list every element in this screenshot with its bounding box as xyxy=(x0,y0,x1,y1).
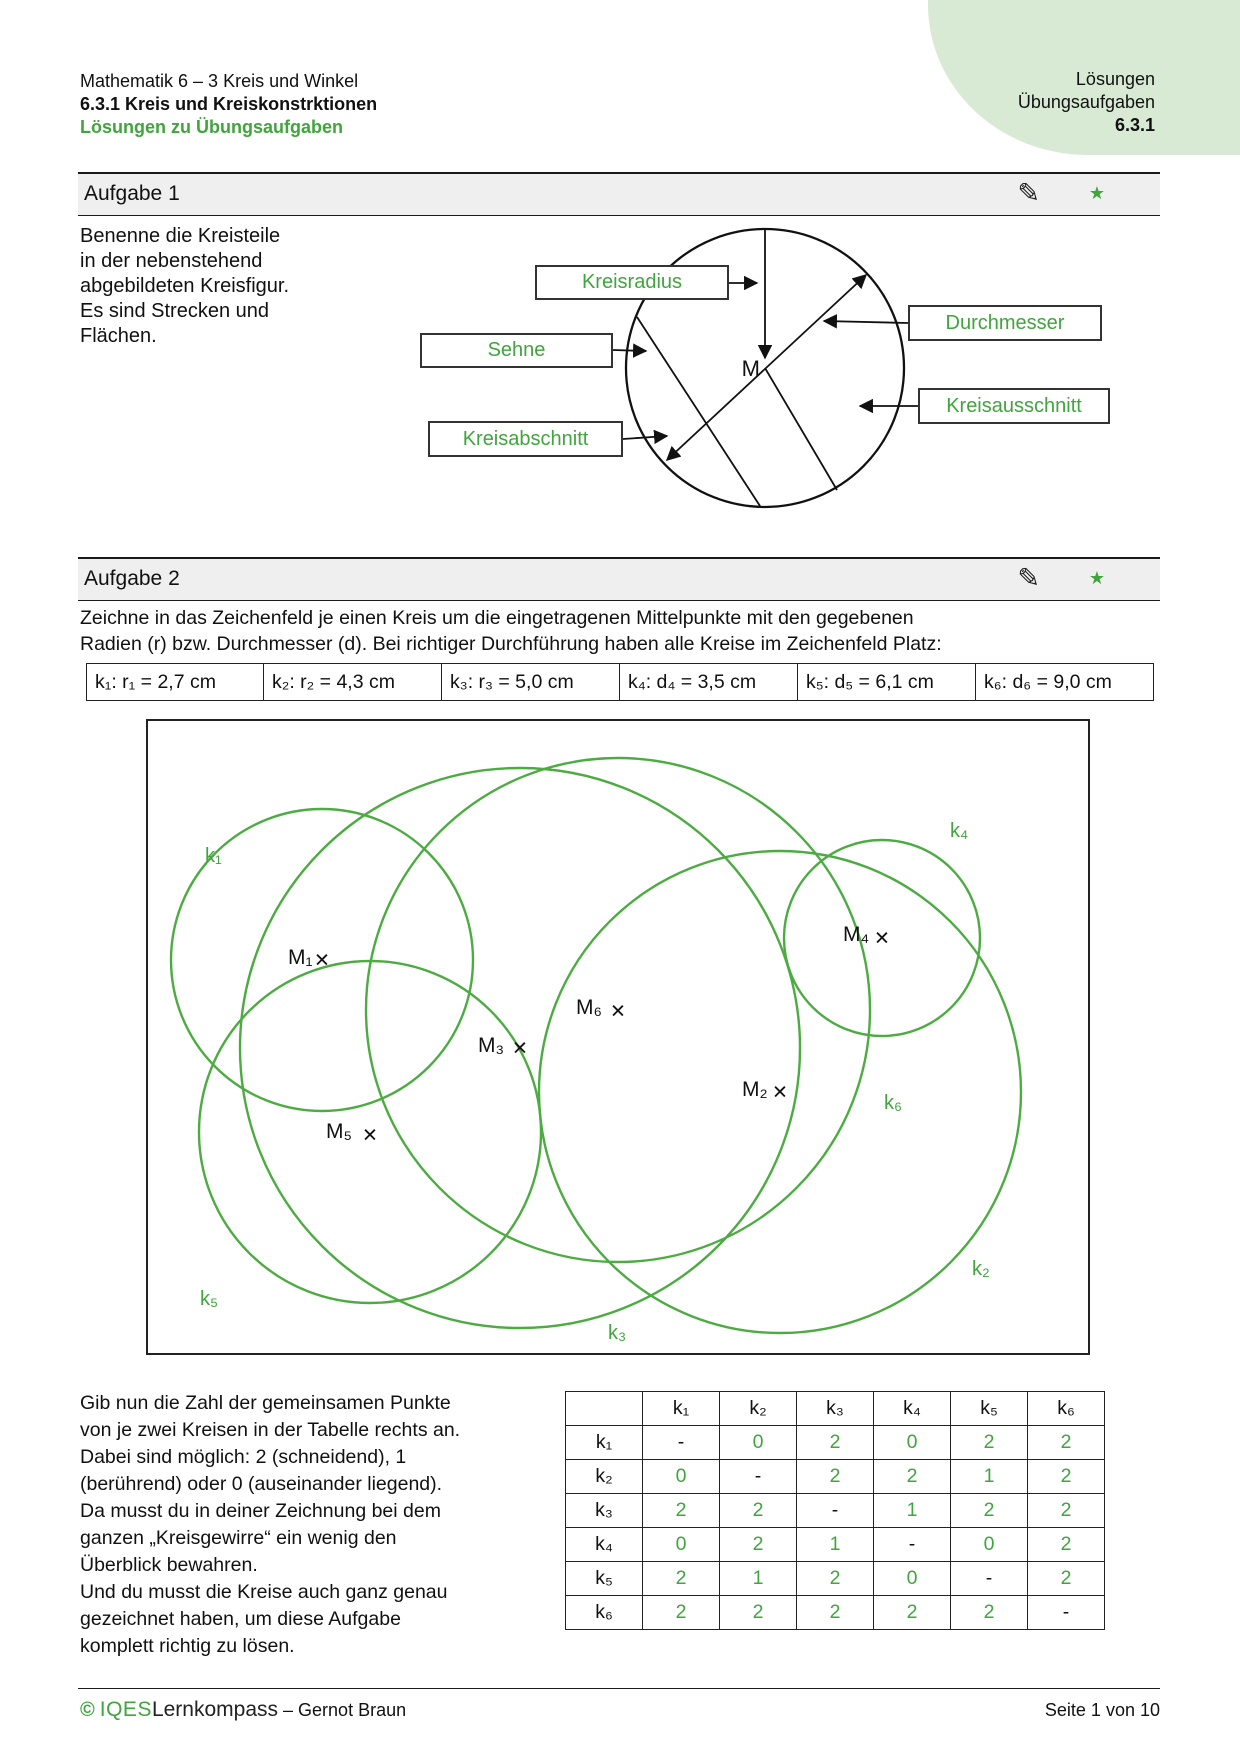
radii-cell-k1: k₁: r₁ = 2,7 cm xyxy=(86,663,264,701)
radii-cell-k4: k₄: d₄ = 3,5 cm xyxy=(620,663,798,701)
m6-label: M₆ xyxy=(576,996,602,1019)
task1-text-line: Flächen. xyxy=(80,325,157,347)
radii-cell-k3: k₃: r₃ = 5,0 cm xyxy=(442,663,620,701)
table-row xyxy=(566,1426,1105,1460)
cell-k4k4: - xyxy=(874,1528,951,1562)
intersection-table xyxy=(565,1391,1105,1630)
copyright-icon: © xyxy=(80,1699,95,1721)
label-kreisabschnitt: Kreisabschnitt xyxy=(428,421,623,457)
star-icon: ★ xyxy=(1088,183,1105,203)
footer-brand xyxy=(80,1698,406,1722)
task2-header-bar xyxy=(78,557,1160,601)
radii-cell-k6: k₆: d₆ = 9,0 cm xyxy=(976,663,1154,701)
row-header: k₁ xyxy=(566,1426,643,1460)
radii-cell-k5: k₅: d₅ = 6,1 cm xyxy=(798,663,976,701)
table-row xyxy=(566,1528,1105,1562)
cell-k6k4: 2 xyxy=(874,1596,951,1630)
col-header: k₁ xyxy=(643,1392,720,1426)
row-header: k₄ xyxy=(566,1528,643,1562)
row-header: k₂ xyxy=(566,1460,643,1494)
banner-line1: Lösungen xyxy=(1075,69,1155,89)
cell-k1k6: 2 xyxy=(1028,1426,1105,1460)
cell-k2k3: 2 xyxy=(797,1460,874,1494)
brand-iqes: IQES xyxy=(99,1698,152,1721)
cell-k1k1: - xyxy=(643,1426,720,1460)
m6-marker: ✕ xyxy=(610,1001,626,1023)
header-chapter: 6.3.1 Kreis und Kreiskonstrktionen xyxy=(80,94,378,114)
cell-k5k6: 2 xyxy=(1028,1562,1105,1596)
cell-k2k5: 1 xyxy=(951,1460,1028,1494)
solution-text-line: Überblick bewahren. xyxy=(80,1554,258,1576)
m2-marker: ✕ xyxy=(772,1082,788,1104)
k3-label: k₃ xyxy=(608,1322,627,1344)
radii-table xyxy=(86,663,1154,701)
solution-text-line: von je zwei Kreisen in der Tabelle rechts an. xyxy=(80,1419,461,1441)
m5-marker: ✕ xyxy=(362,1125,378,1147)
cell-k2k6: 2 xyxy=(1028,1460,1105,1494)
radii-cell-k2: k₂: r₂ = 4,3 cm xyxy=(264,663,442,701)
m2-label: M₂ xyxy=(742,1078,768,1101)
cell-k5k2: 1 xyxy=(720,1562,797,1596)
cell-k6k1: 2 xyxy=(643,1596,720,1630)
cell-k5k4: 0 xyxy=(874,1562,951,1596)
k4-label: k₄ xyxy=(950,820,969,842)
corner-banner xyxy=(928,0,1240,155)
task1-text-line: in der nebenstehend xyxy=(80,250,263,272)
cell-k4k2: 2 xyxy=(720,1528,797,1562)
solution-text-line: Da musst du in deiner Zeichnung bei dem xyxy=(80,1500,441,1522)
cell-k1k4: 0 xyxy=(874,1426,951,1460)
cell-k3k2: 2 xyxy=(720,1494,797,1528)
sehne-arrow xyxy=(613,350,646,351)
diameter-line xyxy=(667,275,866,460)
table-row xyxy=(566,1562,1105,1596)
k6-label: k₆ xyxy=(884,1092,903,1114)
m1-label: M₁ xyxy=(288,946,313,969)
cell-k3k3: - xyxy=(797,1494,874,1528)
banner-line2: Übungsaufgaben xyxy=(1017,92,1155,112)
chord-line xyxy=(637,317,760,506)
k1-label: k₁ xyxy=(205,845,222,867)
m3-label: M₃ xyxy=(478,1034,505,1057)
solution-text-line: Dabei sind möglich: 2 (schneidend), 1 xyxy=(80,1446,407,1468)
solution-text-line: gezeichnet haben, um diese Aufgabe xyxy=(80,1608,401,1630)
cell-k6k2: 2 xyxy=(720,1596,797,1630)
table-row xyxy=(566,1460,1105,1494)
brand-lernkompass: Lernkompass xyxy=(151,1698,279,1721)
solution-text-line: ganzen „Kreisgewirre“ ein wenig den xyxy=(80,1527,397,1549)
cell-k1k2: 0 xyxy=(720,1426,797,1460)
cell-k4k5: 0 xyxy=(951,1528,1028,1562)
col-header: k₆ xyxy=(1028,1392,1105,1426)
label-sehne: Sehne xyxy=(420,333,613,368)
m5-label: M₅ xyxy=(326,1120,352,1143)
task2-intro-line: Radien (r) bzw. Durchmesser (d). Bei richtiger Durchführung haben alle Kreise im Zeichenfeld Platz: xyxy=(80,633,942,655)
footer-author: – Gernot Braun xyxy=(283,1700,407,1720)
cell-k6k5: 2 xyxy=(951,1596,1028,1630)
m3-marker: ✕ xyxy=(512,1038,528,1060)
cell-k3k5: 2 xyxy=(951,1494,1028,1528)
solution-text-line: Und du musst die Kreise auch ganz genau xyxy=(80,1581,448,1603)
cell-k1k3: 2 xyxy=(797,1426,874,1460)
star-icon: ★ xyxy=(1088,568,1105,588)
sector-line xyxy=(765,368,837,490)
cell-k1k5: 2 xyxy=(951,1426,1028,1460)
row-header: k₅ xyxy=(566,1562,643,1596)
pencil-icon: ✎ xyxy=(1017,178,1040,208)
corner-cell xyxy=(566,1392,643,1426)
task2-intro-line: Zeichne in das Zeichenfeld je einen Kreis um die eingetragenen Mittelpunkte mit den gegebenen xyxy=(80,607,914,629)
cell-k4k6: 2 xyxy=(1028,1528,1105,1562)
cell-k2k4: 2 xyxy=(874,1460,951,1494)
col-header: k₂ xyxy=(720,1392,797,1426)
cell-k4k3: 1 xyxy=(797,1528,874,1562)
cell-k3k4: 1 xyxy=(874,1494,951,1528)
cell-k2k1: 0 xyxy=(643,1460,720,1494)
table-row xyxy=(566,1596,1105,1630)
table-row xyxy=(566,1392,1105,1426)
header-course: Mathematik 6 – 3 Kreis und Winkel xyxy=(80,71,359,91)
solution-text-line: komplett richtig zu lösen. xyxy=(80,1635,295,1657)
k5-label: k₅ xyxy=(200,1288,219,1310)
label-kreisradius: Kreisradius xyxy=(535,265,729,300)
task1-text-line: Es sind Strecken und xyxy=(80,300,269,322)
cell-k3k1: 2 xyxy=(643,1494,720,1528)
label-durchmesser: Durchmesser xyxy=(908,305,1102,341)
cell-k6k3: 2 xyxy=(797,1596,874,1630)
solution-text-line: (berührend) oder 0 (auseinander liegend). xyxy=(80,1473,443,1495)
cell-k5k1: 2 xyxy=(643,1562,720,1596)
cell-k4k1: 0 xyxy=(643,1528,720,1562)
cell-k3k6: 2 xyxy=(1028,1494,1105,1528)
cell-k5k3: 2 xyxy=(797,1562,874,1596)
label-kreisausschnitt: Kreisausschnitt xyxy=(918,388,1110,424)
task1-text-line: Benenne die Kreisteile xyxy=(80,225,281,247)
header-subtitle: Lösungen zu Übungsaufgaben xyxy=(80,117,343,137)
cell-k6k6: - xyxy=(1028,1596,1105,1630)
m1-marker: ✕ xyxy=(314,950,330,972)
cell-k5k5: - xyxy=(951,1562,1028,1596)
row-header: k₃ xyxy=(566,1494,643,1528)
cell-k2k2: - xyxy=(720,1460,797,1494)
pencil-icon: ✎ xyxy=(1017,563,1040,593)
task1-title: Aufgabe 1 xyxy=(84,182,180,205)
circles-drawing xyxy=(146,719,1090,1355)
solution-text-line: Gib nun die Zahl der gemeinsamen Punkte xyxy=(80,1392,451,1414)
col-header: k₅ xyxy=(951,1392,1028,1426)
banner-text xyxy=(1018,68,1155,137)
col-header: k₃ xyxy=(797,1392,874,1426)
col-header: k₄ xyxy=(874,1392,951,1426)
k2-label: k₂ xyxy=(972,1258,990,1280)
footer-divider xyxy=(78,1688,1160,1689)
page-number: Seite 1 von 10 xyxy=(1044,1700,1160,1720)
row-header: k₆ xyxy=(566,1596,643,1630)
task2-title: Aufgabe 2 xyxy=(84,567,180,590)
task1-text-line: abgebildeten Kreisfigur. xyxy=(80,275,290,297)
banner-line3: 6.3.1 xyxy=(1114,115,1155,135)
m4-marker: ✕ xyxy=(874,928,890,950)
table-row xyxy=(566,1494,1105,1528)
center-point-label: M xyxy=(741,356,760,381)
m4-label: M₄ xyxy=(843,923,870,946)
